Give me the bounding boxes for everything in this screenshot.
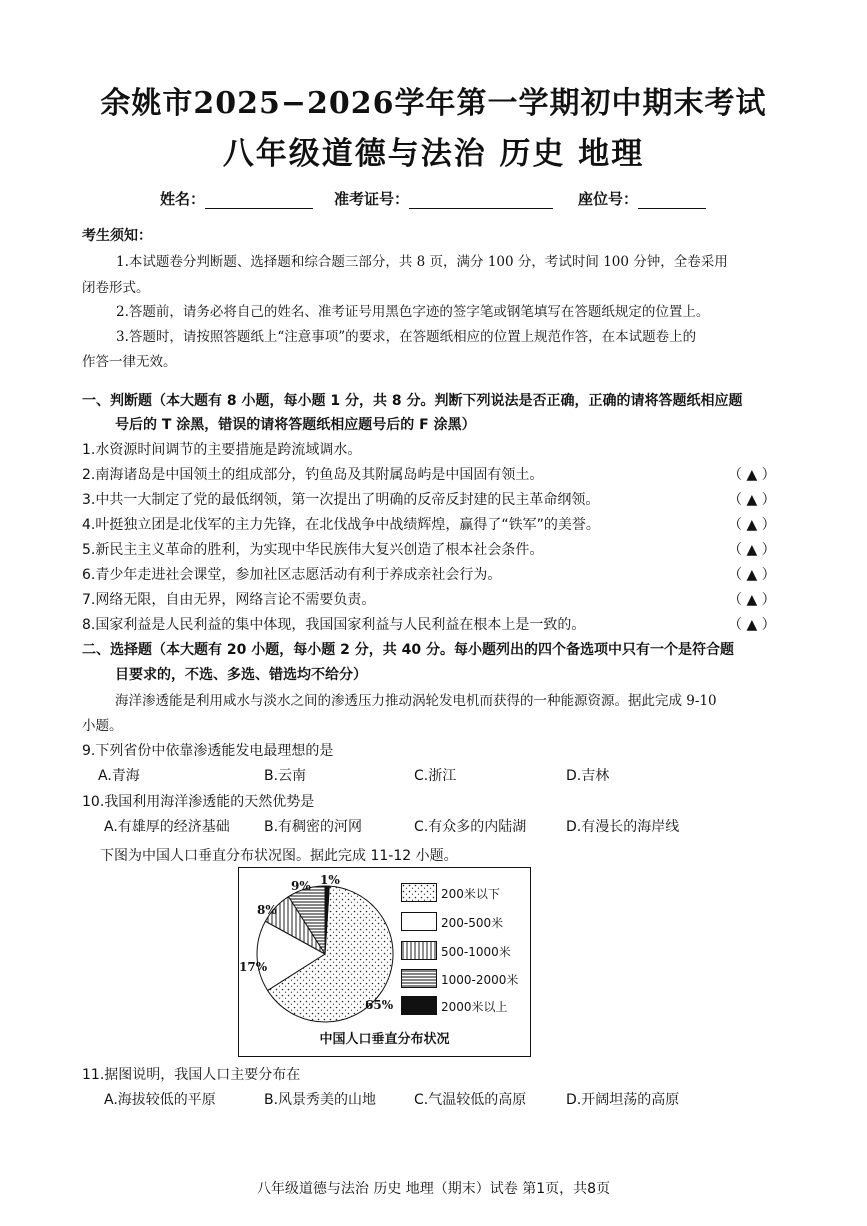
- option-d: D.有漫长的海岸线: [566, 819, 680, 835]
- exam-subtitle: 八年级道德与法治 历史 地理: [222, 136, 645, 172]
- judgement-item: 1.水资源时间调节的主要措施是跨流域调水。: [82, 442, 362, 458]
- option-d: D.开阔坦荡的高原: [566, 1092, 680, 1108]
- answer-mark: （ ▲ ）: [728, 592, 776, 608]
- passage: 小题。: [82, 718, 123, 734]
- notice-line: 1.本试题卷分判断题、选择题和综合题三部分，共 8 页，满分 100 分，考试时间 100 分钟，全卷采用: [116, 254, 728, 270]
- option-a: A.有雄厚的经济基础: [104, 819, 230, 835]
- exam-title: 余姚市2025−2026学年第一学期初中期末考试: [100, 86, 767, 121]
- legend-label: 200米以下: [441, 887, 500, 901]
- population-pie-chart: [238, 867, 531, 1057]
- seat-blank: [638, 194, 706, 209]
- name-blank: [205, 194, 313, 209]
- notice-heading: 考生须知：: [82, 228, 152, 244]
- passage: 下图为中国人口垂直分布状况图。据此完成 11-12 小题。: [100, 848, 458, 864]
- page-footer: 八年级道德与法治 历史 地理（期末）试卷 第1页，共8页: [256, 1181, 611, 1197]
- seat-label: 座位号：: [578, 190, 639, 208]
- seat-field: [578, 188, 706, 209]
- option-b: B.风景秀美的山地: [264, 1092, 377, 1108]
- name-label: 姓名：: [160, 190, 206, 208]
- question-9: 9.下列省份中依靠渗透能发电最理想的是: [82, 743, 334, 759]
- answer-mark: （ ▲ ）: [728, 567, 776, 583]
- judgement-item: 5.新民主主义革命的胜利，为实现中华民族伟大复兴创造了根本社会条件。: [82, 542, 544, 558]
- judgement-item: 8.国家利益是人民利益的集中体现，我国国家利益与人民利益在根本上是一致的。: [82, 617, 586, 633]
- pie-label-65: 65%: [365, 998, 394, 1012]
- answer-mark: （ ▲ ）: [728, 617, 776, 633]
- answer-mark: （ ▲ ）: [728, 467, 776, 483]
- judgement-item: 4.叶挺独立团是北伐军的主力先锋，在北伐战争中战绩辉煌，赢得了“铁军”的美誉。: [82, 517, 600, 533]
- question-10: 10.我国利用海洋渗透能的天然优势是: [82, 794, 315, 810]
- name-field: [160, 188, 313, 209]
- option-c: C.浙江: [414, 768, 457, 784]
- id-blank: [409, 194, 553, 209]
- notice-line: 闭卷形式。: [82, 280, 150, 296]
- legend-label: 2000米以上: [441, 1000, 508, 1014]
- legend-label: 500-1000米: [441, 945, 511, 959]
- legend-label: 200-500米: [441, 916, 504, 930]
- judgement-item: 6.青少年走进社会课堂，参加社区志愿活动有利于养成亲社会行为。: [82, 567, 502, 583]
- option-d: D.吉林: [566, 768, 610, 784]
- pie-label-17: 17%: [239, 960, 268, 974]
- notice-line: 3.答题时，请按照答题纸上“注意事项”的要求，在答题纸相应的位置上规范作答，在本试题卷上的: [116, 329, 697, 345]
- judgement-item: 2.南海诸岛是中国领土的组成部分，钓鱼岛及其附属岛屿是中国固有领土。: [82, 467, 544, 483]
- option-b: B.云南: [264, 768, 307, 784]
- chart-title: 中国人口垂直分布状况: [319, 1032, 450, 1047]
- section1-heading: 一、判断题（本大题有 8 小题，每小题 1 分，共 8 分。判断下列说法是否正确，正确的请将答题纸相应题: [82, 393, 743, 409]
- legend-swatch-vertical: [401, 941, 437, 960]
- passage: 海洋渗透能是利用咸水与淡水之间的渗透压力推动涡轮发电机而获得的一种能源资源。据此完成 9-10: [115, 693, 717, 709]
- judgement-item: 3.中共一大制定了党的最低纲领，第一次提出了明确的反帝反封建的民主革命纲领。: [82, 492, 600, 508]
- option-a: A.海拔较低的平原: [104, 1092, 216, 1108]
- option-c: C.气温较低的高原: [414, 1092, 527, 1108]
- option-b: B.有稠密的河网: [264, 819, 363, 835]
- pie-label-8: 8%: [257, 903, 277, 917]
- legend-swatch-dots: [401, 883, 437, 902]
- section2-heading-cont: 目要求的，不选、多选、错选均不给分）: [115, 667, 367, 683]
- judgement-item: 7.网络无限，自由无界，网络言论不需要负责。: [82, 592, 376, 608]
- id-field: [334, 188, 553, 209]
- section1-heading-cont: 号后的 T 涂黑，错误的请将答题纸相应题号后的 F 涂黑）: [115, 417, 476, 433]
- legend-swatch-horizontal: [401, 969, 437, 988]
- option-c: C.有众多的内陆湖: [414, 819, 527, 835]
- notice-line: 作答一律无效。: [82, 354, 177, 370]
- notice-line: 2.答题前，请务必将自己的姓名、准考证号用黑色字迹的签字笔或钢笔填写在答题纸规定的位置上。: [116, 304, 710, 320]
- answer-mark: （ ▲ ）: [728, 542, 776, 558]
- question-11: 11.据图说明，我国人口主要分布在: [82, 1067, 301, 1083]
- legend-label: 1000-2000米: [441, 973, 519, 987]
- id-label: 准考证号：: [334, 190, 410, 208]
- answer-mark: （ ▲ ）: [728, 517, 776, 533]
- legend-swatch-white: [401, 912, 437, 931]
- pie-label-1: 1%: [320, 873, 340, 887]
- pie-label-9: 9%: [291, 879, 311, 893]
- answer-mark: （ ▲ ）: [728, 492, 776, 508]
- option-a: A.青海: [98, 768, 140, 784]
- legend-swatch-black: [401, 996, 437, 1015]
- section2-heading: 二、选择题（本大题有 20 小题，每小题 2 分，共 40 分。每小题列出的四个备选项中只有一个是符合题: [82, 642, 734, 658]
